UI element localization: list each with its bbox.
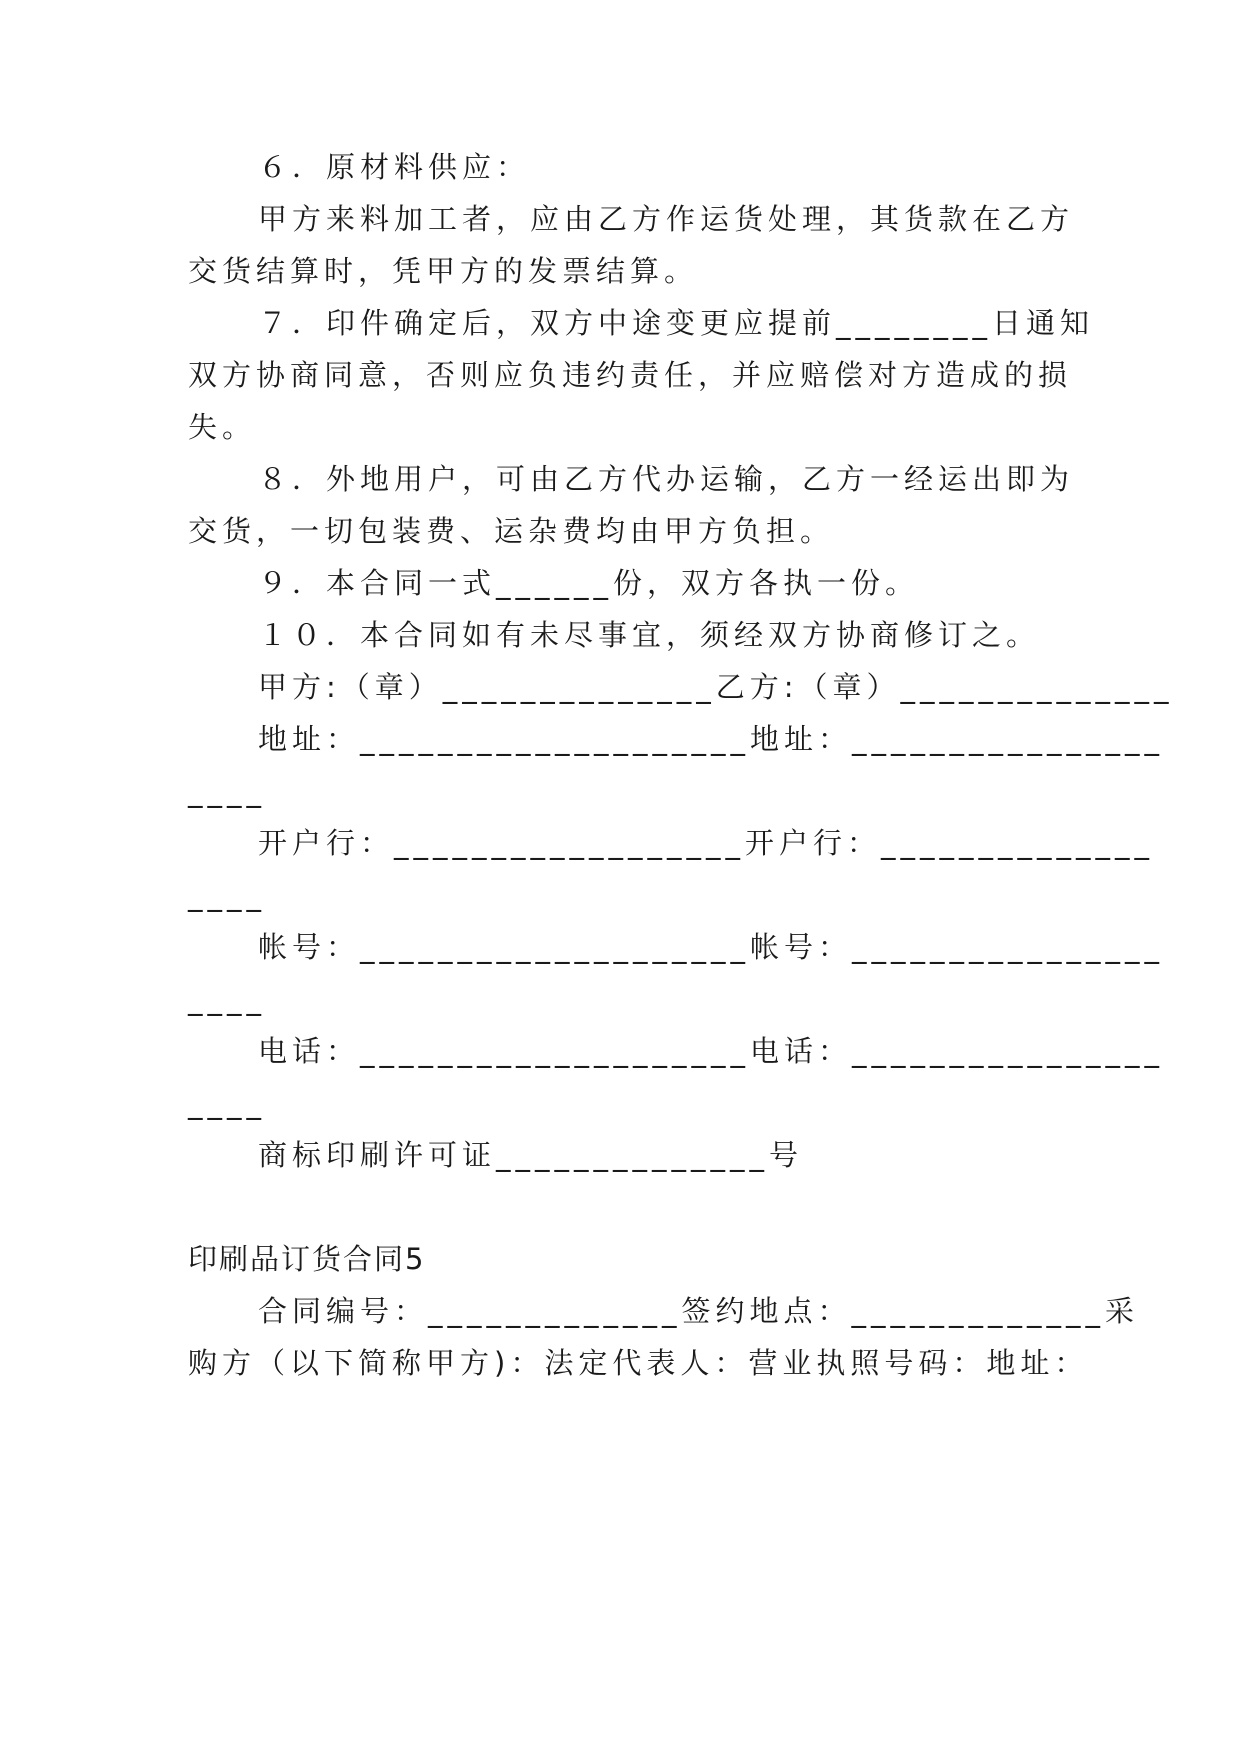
account-line: 帐号：____________________帐号：________________: [258, 930, 1165, 964]
bank-line: 开户行：__________________开户行：______________: [258, 826, 1155, 860]
phone-line: 电话：____________________电话：________________: [258, 1034, 1165, 1068]
item-10: １０．本合同如有未尽事宜，须经双方协商修订之。: [258, 618, 1041, 652]
item-9: ９．本合同一式______份，双方各执一份。: [258, 566, 920, 600]
signature-parties-line: 甲方:（章）______________乙方:（章）______________: [258, 670, 1174, 704]
phone-line-tail: ____: [188, 1086, 266, 1120]
bank-line-tail: ____: [188, 878, 266, 912]
item-7-line-3: 失。: [188, 410, 257, 444]
address-line-tail: ____: [188, 774, 266, 808]
trademark-license-line: 商标印刷许可证______________号: [258, 1138, 804, 1172]
contract-5-title: 印刷品订货合同5: [188, 1242, 426, 1276]
item-8-line-2: 交货，一切包装费、运杂费均由甲方负担。: [188, 514, 835, 548]
item-8-line-1: ８．外地用户，可由乙方代办运输，乙方一经运出即为: [258, 462, 1075, 496]
item-7-line-1: ７．印件确定后，双方中途变更应提前________日通知: [258, 306, 1095, 340]
item-6-line-1: 甲方来料加工者，应由乙方作运货处理，其货款在乙方: [258, 202, 1075, 236]
item-6-heading: ６．原材料供应：: [258, 150, 531, 184]
item-7-line-2: 双方协商同意，否则应负违约责任，并应赔偿对方造成的损: [188, 358, 1073, 392]
account-line-tail: ____: [188, 982, 266, 1016]
address-line: 地址：____________________地址：________________: [258, 722, 1165, 756]
contract-5-header-line: 合同编号：_____________签约地点：_____________采: [258, 1294, 1140, 1328]
contract-5-continuation-line: 购方（以下简称甲方)：法定代表人：营业执照号码：地址：: [188, 1346, 1089, 1380]
item-6-line-2: 交货结算时，凭甲方的发票结算。: [188, 254, 699, 288]
